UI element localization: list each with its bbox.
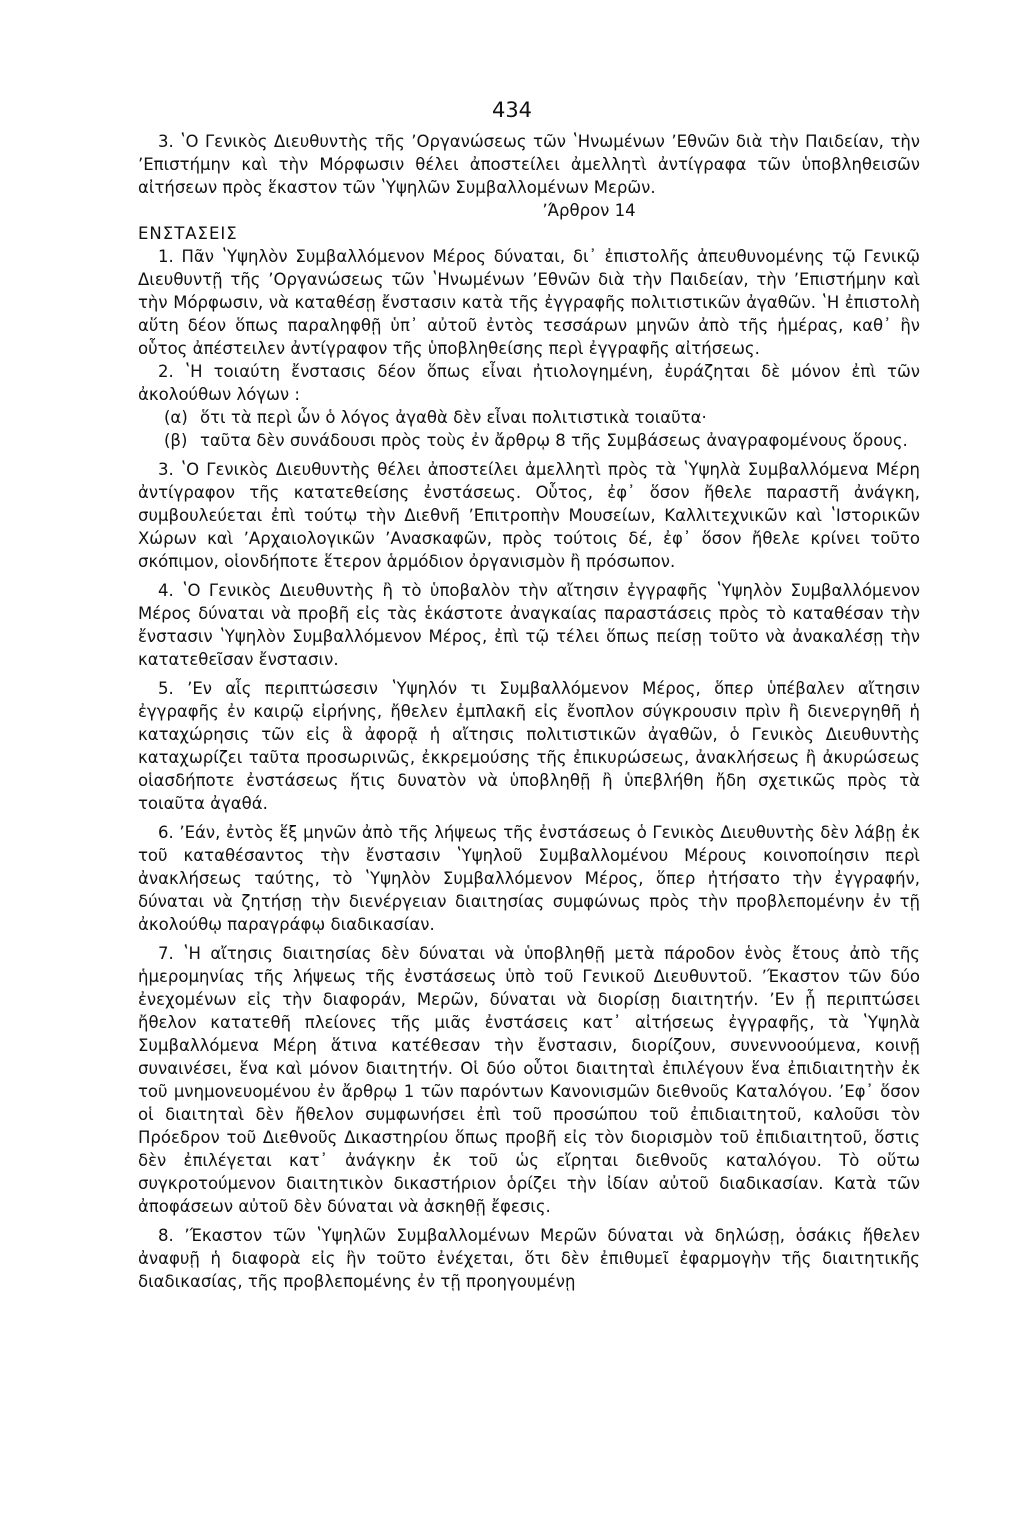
page-number: 434: [491, 98, 533, 122]
paragraph-1: 1. Πᾶν ʽΥψηλὸν Συμβαλλόμενον Μέρος δύναται, δι᾿ ἐπιστολῆς ἀπευθυνομένης τῷ Γενικῷ Διευθυντῇ τῆς ʼΟργανώσεως τῶν ʽΗνωμένων ʼΕθνῶν διὰ τὴν Παιδείαν, τὴν ʼΕπιστήμην καὶ τὴν Μόρφωσιν, νὰ καταθέσῃ ἔνστασιν κατὰ τῆς ἐγγραφῆς πολιτιστικῶν ἀγαθῶν. ʽΗ ἐπιστολὴ αὕτη δέον ὅπως παραληφθῇ ὑπ᾿ αὐτοῦ ἐντὸς τεσσάρων μηνῶν ἀπὸ τῆς ἡμέρας, καθ᾿ ἣν οὗτος ἀπέστειλεν ἀντίγραφον τῆς ὑποβληθείσης περὶ ἐγγραφῆς αἰτήσεως.: [138, 247, 920, 358]
subclause-b-text: ταῦτα δὲν συνάδουσι πρὸς τοὺς ἐν ἄρθρῳ 8 τῆς Συμβάσεως ἀναγραφομένους ὅρους.: [200, 431, 908, 450]
paragraph-4: 4. ʽΟ Γενικὸς Διευθυντὴς ἢ τὸ ὑποβαλὸν τὴν αἴτησιν ἐγγραφῆς ʽΥψηλὸν Συμβαλλόμενον Μέρος δύναται νὰ προβῆ εἰς τὰς ἑκάστοτε ἀναγκαίας παραστάσεις πρὸς τὸ καταθέσαν τὴν ἔνστασιν ʽΥψηλὸν Συμβαλλόμενον Μέρος, ἐπὶ τῷ τέλει ὅπως πείσῃ τοῦτο νὰ ἀνακαλέσῃ τὴν κατατεθεῖσαν ἔνστασιν.: [138, 581, 920, 669]
paragraph-8: 8. ʼΈκαστον τῶν ʽΥψηλῶν Συμβαλλομένων Μερῶν δύναται νὰ δηλώσῃ, ὁσάκις ἤθελεν ἀναφυῇ ἡ διαφορὰ εἰς ἣν τοῦτο ἐνέχεται, ὅτι δὲν ἐπιθυμεῖ ἐφαρμογὴν τῆς διαιτητικῆς διαδικασίας, τῆς προβλεπομένης ἐν τῇ προηγουμένῃ: [138, 1226, 920, 1291]
document-body: [138, 130, 920, 1293]
paragraph-3-previous: 3. ʽΟ Γενικὸς Διευθυντὴς τῆς ʼΟργανώσεως τῶν ʽΗνωμένων ʼΕθνῶν διὰ τὴν Παιδείαν, τὴν ʼΕπιστήμην καὶ τὴν Μόρφωσιν θέλει ἀποστείλει ἀμελλητὶ ἀντίγραφα τῶν ὑποβληθεισῶν αἰτήσεων πρὸς ἕκαστον τῶν ʽΥψηλῶν Συμβαλλομένων Μερῶν.: [138, 132, 920, 197]
paragraph-2: 2. ʽΗ τοιαύτη ἔνστασις δέον ὅπως εἶναι ἠτιολογημένη, ἐυράζηται δὲ μόνον ἐπὶ τῶν ἀκολούθων λόγων :: [138, 362, 920, 404]
subclause-a: [138, 406, 920, 429]
subclause-b-mark: (β): [164, 431, 188, 450]
subclause-a-text: ὅτι τὰ περὶ ὧν ὁ λόγος ἀγαθὰ δὲν εἶναι πολιτιστικὰ τοιαῦτα·: [200, 408, 707, 427]
paragraph-5: 5. ʼΕν αἷς περιπτώσεσιν ʽΥψηλόν τι Συμβαλλόμενον Μέρος, ὅπερ ὑπέβαλεν αἴτησιν ἐγγραφῆς ἐν καιρῷ εἰρήνης, ἤθελεν ἐμπλακῆ εἰς ἔνοπλον σύγκρουσιν πρὶν ἢ διενεργηθῆ ἡ καταχώρησις τῶν εἰς ἃ ἀφορᾷ ἡ αἴτησις πολιτιστικῶν ἀγαθῶν, ὁ Γενικὸς Διευθυντὴς καταχωρίζει ταῦτα προσωρινῶς, ἐκκρεμούσης τῆς ἐπικυρώσεως, ἀνακλήσεως ἢ ἀκυρώσεως οἱασδήποτε ἐνστάσεως ἥτις δυνατὸν νὰ ὑποβληθῇ ἢ ὑπεβλήθη ἤδη σχετικῶς πρὸς τὰ τοιαῦτα ἀγαθά.: [138, 679, 920, 813]
paragraph-7: 7. ʽΗ αἴτησις διαιτησίας δὲν δύναται νὰ ὑποβληθῇ μετὰ πάροδον ἑνὸς ἔτους ἀπὸ τῆς ἡμερομηνίας τῆς λήψεως τῆς ἐνστάσεως ὑπὸ τοῦ Γενικοῦ Διευθυντοῦ. ʼΈκαστον τῶν δύο ἐνεχομένων εἰς τὴν διαφοράν, Μερῶν, δύναται νὰ διορίσῃ διαιτητήν. ʼΕν ᾗ περιπτώσει ἤθελον κατατεθῆ πλείονες τῆς μιᾶς ἐνστάσεις κατ᾿ αἰτήσεως ἐγγραφῆς, τὰ ʽΥψηλὰ Συμβαλλόμενα Μέρη ἅτινα κατέθεσαν τὴν ἔνστασιν, διορίζουν, συνεννοούμενα, κοινῇ συναινέσει, ἕνα καὶ μόνον διαιτητήν. Οἱ δύο οὗτοι διαιτηταὶ ἐπιλέγουν ἕνα ἐπιδιαιτητὴν ἐκ τοῦ μνημονευομένου ἐν ἄρθρῳ 1 τῶν παρόντων Κανονισμῶν διεθνοῦς Καταλόγου. ʼΕφ᾿ ὅσον οἱ διαιτηταὶ δὲν ἤθελον συμφωνήσει ἐπὶ τοῦ προσώπου τοῦ ἐπιδιαιτητοῦ, καλοῦσι τὸν Πρόεδρον τοῦ Διεθνοῦς Δικαστηρίου ὅπως προβῆ εἰς τὸν διορισμὸν τοῦ ἐπιδιαιτητοῦ, ὅστις δὲν ἐπιλέγεται κατ᾿ ἀνάγκην ἐκ τοῦ ὡς εἴρηται διεθνοῦς καταλόγου. Τὸ οὕτω συγκροτούμενον διαιτητικὸν δικαστήριον ὁρίζει τὴν ἰδίαν αὐτοῦ διαδικασίαν. Κατὰ τῶν ἀποφάσεων αὐτοῦ δὲν δύναται νὰ ἀσκηθῇ ἔφεσις.: [138, 944, 920, 1216]
section-heading: ΕΝΣΤΑΣΕΙΣ: [138, 224, 238, 243]
paragraph-6: 6. ʼΕάν, ἐντὸς ἕξ μηνῶν ἀπὸ τῆς λήψεως τῆς ἐνστάσεως ὁ Γενικὸς Διευθυντὴς δὲν λάβῃ ἐκ τοῦ καταθέσαντος τὴν ἔνστασιν ʽΥψηλοῦ Συμβαλλομένου Μέρους κοινοποίησιν περὶ ἀνακλήσεως ταύτης, τὸ ʽΥψηλὸν Συμβαλλόμενον Μέρος, ὅπερ ἠτήσατο τὴν ἐγγραφήν, δύναται νὰ ζητήσῃ τὴν διενέργειαν διαιτησίας συμφώνως πρὸς τὴν προβλεπομένην ἐν τῇ ἀκολούθῳ παραγράφῳ διαδικασίαν.: [138, 823, 920, 934]
subclause-b: [138, 429, 920, 452]
subclause-a-mark: (α): [164, 408, 188, 427]
article-title: ʼΆρθρον 14: [542, 201, 636, 220]
paragraph-3: 3. ʽΟ Γενικὸς Διευθυντὴς θέλει ἀποστείλει ἀμελλητὶ πρὸς τὰ ʽΥψηλὰ Συμβαλλόμενα Μέρη ἀντίγραφον τῆς κατατεθείσης ἐνστάσεως. Οὗτος, ἐφ᾿ ὅσον ἤθελε παραστῆ ἀνάγκη, συμβουλεύεται ἐπὶ τούτῳ τὴν Διεθνῆ ʼΕπιτροπὴν Μουσείων, Καλλιτεχνικῶν καὶ ʽΙστορικῶν Χώρων καὶ ʼΑρχαιολογικῶν ʼΑνασκαφῶν, πρὸς τούτοις δέ, ἐφ᾿ ὅσον ἤθελε κρίνει τοῦτο σκόπιμον, οἱονδήποτε ἕτερον ἁρμόδιον ὀργανισμὸν ἢ πρόσωπον.: [138, 460, 920, 571]
